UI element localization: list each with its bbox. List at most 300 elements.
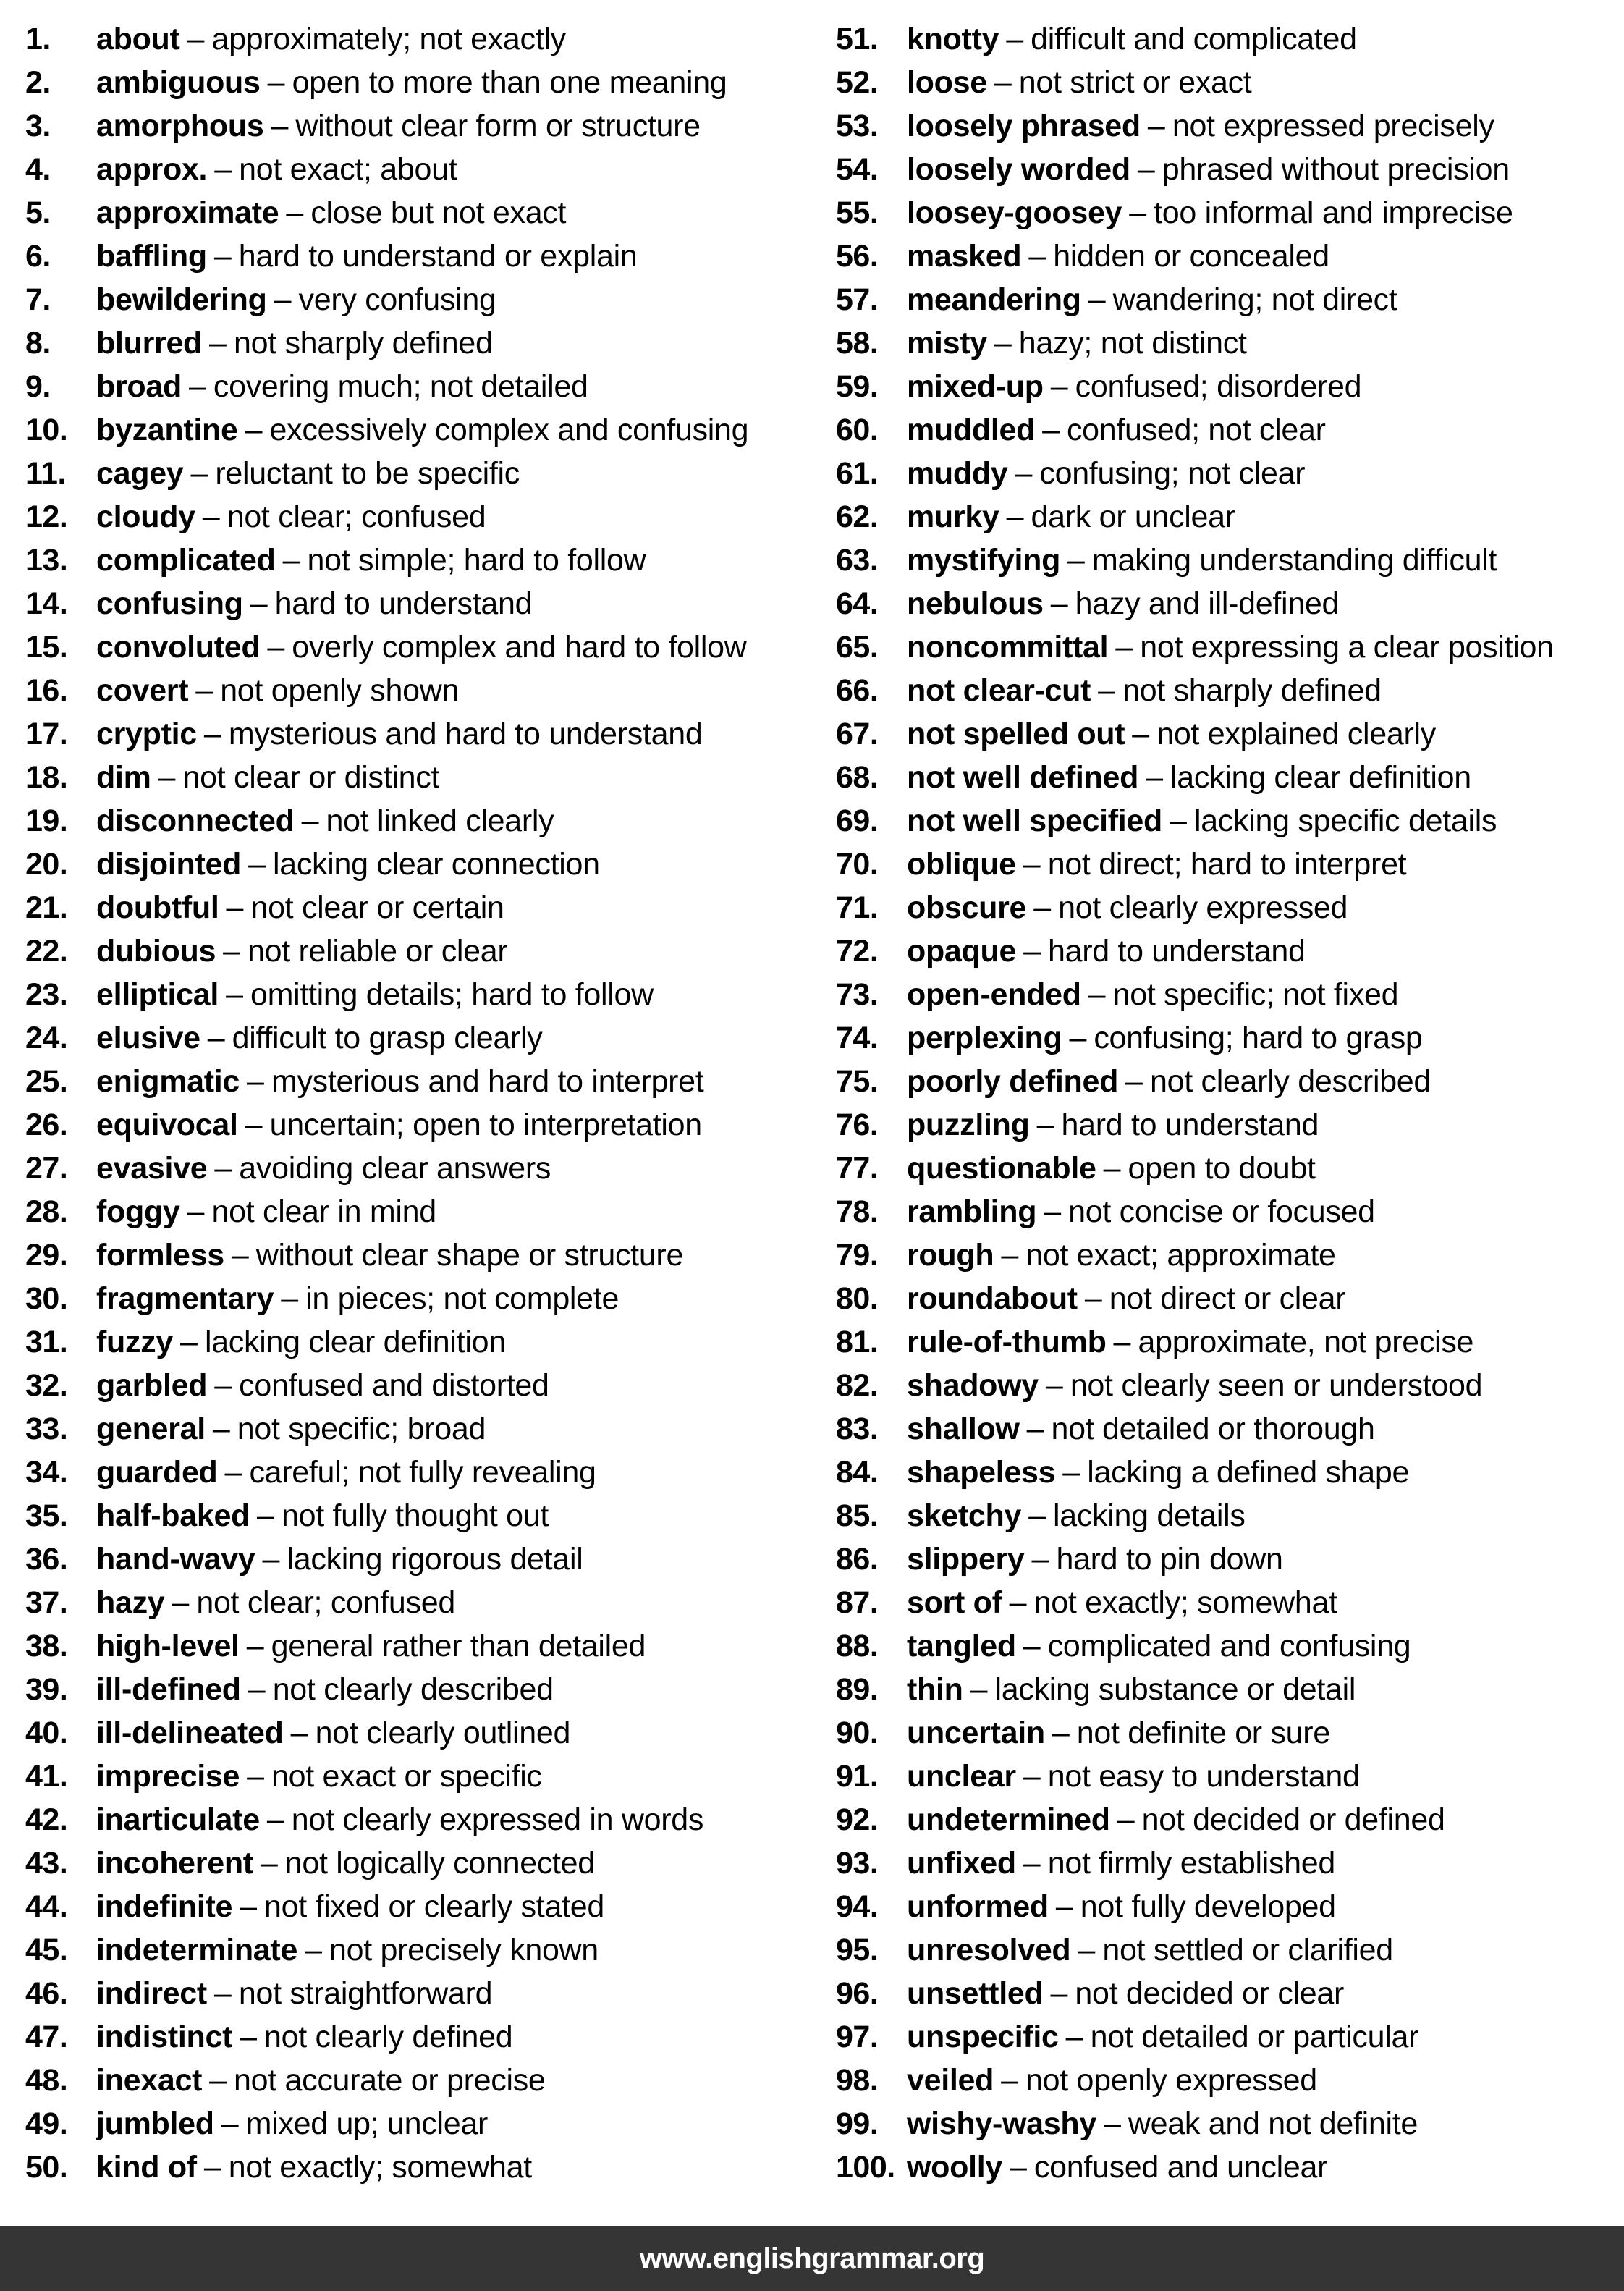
item-number: 16. bbox=[25, 673, 68, 708]
item-separator: – bbox=[190, 456, 208, 491]
item-term: loose bbox=[907, 65, 987, 100]
list-item bbox=[25, 2146, 807, 2189]
item-definition: not reliable or clear bbox=[248, 934, 508, 969]
item-separator: – bbox=[1023, 1629, 1041, 1663]
item-number: 84. bbox=[836, 1455, 879, 1490]
item-separator: – bbox=[301, 803, 319, 838]
item-term: uncertain bbox=[907, 1716, 1045, 1750]
item-separator: – bbox=[209, 326, 227, 360]
item-number: 9. bbox=[25, 369, 51, 404]
item-term: questionable bbox=[907, 1151, 1096, 1186]
item-separator: – bbox=[1098, 673, 1116, 708]
list-item bbox=[25, 1233, 807, 1277]
list-item bbox=[836, 2015, 1624, 2059]
item-separator: – bbox=[274, 282, 292, 317]
list-item bbox=[836, 1060, 1624, 1103]
item-separator: – bbox=[1001, 2063, 1019, 2098]
list-item bbox=[836, 1841, 1624, 1885]
item-definition: not openly expressed bbox=[1025, 2063, 1317, 2098]
item-definition: hard to pin down bbox=[1056, 1542, 1283, 1577]
list-item bbox=[836, 756, 1624, 799]
item-term: thin bbox=[907, 1672, 963, 1707]
item-definition: hard to understand or explain bbox=[238, 239, 638, 274]
item-separator: – bbox=[1129, 195, 1147, 230]
item-term: poorly defined bbox=[907, 1064, 1119, 1099]
item-term: fragmentary bbox=[96, 1281, 274, 1316]
list-item bbox=[25, 886, 807, 929]
item-number: 72. bbox=[836, 934, 879, 969]
item-separator: – bbox=[267, 630, 285, 664]
item-separator: – bbox=[1010, 2150, 1027, 2185]
item-term: shapeless bbox=[907, 1455, 1056, 1490]
list-item bbox=[25, 1320, 807, 1364]
item-term: not spelled out bbox=[907, 717, 1125, 751]
item-number: 2. bbox=[25, 65, 51, 100]
item-definition: not firmly established bbox=[1047, 1846, 1336, 1881]
item-definition: not clearly outlined bbox=[315, 1716, 571, 1750]
item-definition: too informal and imprecise bbox=[1154, 195, 1513, 230]
item-term: about bbox=[96, 22, 180, 56]
list-item bbox=[836, 452, 1624, 495]
item-separator: – bbox=[1117, 1802, 1135, 1837]
item-term: doubtful bbox=[96, 890, 219, 925]
item-definition: not detailed or thorough bbox=[1051, 1412, 1375, 1446]
item-definition: not openly shown bbox=[220, 673, 460, 708]
item-separator: – bbox=[1006, 22, 1024, 56]
item-definition: not clear or certain bbox=[250, 890, 504, 925]
item-definition: not clearly expressed in words bbox=[291, 1802, 704, 1837]
item-term: muddy bbox=[907, 456, 1008, 491]
item-term: not well defined bbox=[907, 760, 1139, 795]
list-item bbox=[25, 1841, 807, 1885]
item-separator: – bbox=[180, 1325, 198, 1359]
item-definition: not expressing a clear position bbox=[1140, 630, 1554, 664]
item-separator: – bbox=[1062, 1455, 1080, 1490]
list-item bbox=[836, 625, 1624, 669]
item-number: 46. bbox=[25, 1976, 68, 2011]
item-number: 60. bbox=[836, 413, 879, 447]
item-separator: – bbox=[290, 1716, 308, 1750]
item-separator: – bbox=[1023, 1759, 1041, 1794]
list-item bbox=[25, 1016, 807, 1060]
item-term: woolly bbox=[907, 2150, 1002, 2185]
item-number: 61. bbox=[836, 456, 879, 491]
item-separator: – bbox=[1115, 630, 1133, 664]
item-definition: mixed up; unclear bbox=[245, 2106, 488, 2141]
item-definition: not easy to understand bbox=[1047, 1759, 1360, 1794]
item-term: confusing bbox=[96, 586, 243, 621]
item-term: indistinct bbox=[96, 2020, 233, 2054]
item-separator: – bbox=[1069, 1021, 1087, 1055]
item-term: unclear bbox=[907, 1759, 1016, 1794]
item-term: broad bbox=[96, 369, 182, 404]
list-item bbox=[836, 1016, 1624, 1060]
item-separator: – bbox=[271, 109, 289, 143]
item-separator: – bbox=[1125, 1064, 1143, 1099]
item-number: 48. bbox=[25, 2063, 68, 2098]
item-separator: – bbox=[1031, 1542, 1049, 1577]
item-definition: very confusing bbox=[298, 282, 496, 317]
item-definition: not simple; hard to follow bbox=[307, 543, 646, 578]
item-number: 91. bbox=[836, 1759, 879, 1794]
item-separator: – bbox=[203, 2150, 221, 2185]
item-separator: – bbox=[247, 1064, 264, 1099]
item-definition: not exact; approximate bbox=[1025, 1238, 1336, 1273]
item-number: 29. bbox=[25, 1238, 68, 1273]
item-definition: not clear; confused bbox=[196, 1585, 455, 1620]
item-number: 5. bbox=[25, 195, 51, 230]
item-number: 20. bbox=[25, 847, 68, 882]
item-separator: – bbox=[1132, 717, 1150, 751]
item-term: undetermined bbox=[907, 1802, 1110, 1837]
item-term: formless bbox=[96, 1238, 224, 1273]
item-number: 78. bbox=[836, 1194, 879, 1229]
item-separator: – bbox=[266, 1802, 284, 1837]
item-definition: open to more than one meaning bbox=[292, 65, 727, 100]
list-item bbox=[25, 756, 807, 799]
list-item bbox=[836, 1320, 1624, 1364]
item-term: hand-wavy bbox=[96, 1542, 255, 1577]
item-number: 40. bbox=[25, 1716, 68, 1750]
list-item bbox=[25, 929, 807, 973]
item-number: 58. bbox=[836, 326, 879, 360]
item-term: tangled bbox=[907, 1629, 1016, 1663]
list-item bbox=[25, 1624, 807, 1668]
item-term: not well specified bbox=[907, 803, 1163, 838]
item-definition: weak and not definite bbox=[1128, 2106, 1418, 2141]
item-term: high-level bbox=[96, 1629, 240, 1663]
item-term: kind of bbox=[96, 2150, 197, 2185]
item-term: fuzzy bbox=[96, 1325, 174, 1359]
item-term: indirect bbox=[96, 1976, 207, 2011]
item-definition: not decided or defined bbox=[1141, 1802, 1445, 1837]
item-number: 98. bbox=[836, 2063, 879, 2098]
list-item bbox=[25, 1103, 807, 1147]
item-definition: not linked clearly bbox=[326, 803, 554, 838]
item-definition: not clear; confused bbox=[227, 499, 486, 534]
list-item bbox=[25, 1581, 807, 1624]
item-number: 25. bbox=[25, 1064, 68, 1099]
list-item bbox=[836, 1668, 1624, 1711]
item-number: 18. bbox=[25, 760, 68, 795]
item-separator: – bbox=[305, 1933, 322, 1967]
list-item bbox=[25, 669, 807, 712]
list-item bbox=[25, 452, 807, 495]
item-number: 85. bbox=[836, 1498, 879, 1533]
item-number: 32. bbox=[25, 1368, 68, 1403]
item-definition: excessively complex and confusing bbox=[269, 413, 749, 447]
item-definition: not straightforward bbox=[238, 1976, 493, 2011]
item-separator: – bbox=[1001, 1238, 1019, 1273]
item-term: incoherent bbox=[96, 1846, 253, 1881]
item-term: rule-of-thumb bbox=[907, 1325, 1107, 1359]
item-term: ill-defined bbox=[96, 1672, 241, 1707]
item-number: 51. bbox=[836, 22, 879, 56]
item-definition: not expressed precisely bbox=[1172, 109, 1494, 143]
item-separator: – bbox=[245, 413, 263, 447]
item-definition: not sharply defined bbox=[233, 326, 493, 360]
item-term: elusive bbox=[96, 1021, 200, 1055]
list-item bbox=[836, 191, 1624, 235]
item-term: enigmatic bbox=[96, 1064, 240, 1099]
item-separator: – bbox=[1028, 1498, 1046, 1533]
item-number: 57. bbox=[836, 282, 879, 317]
item-definition: lacking clear definition bbox=[1170, 760, 1471, 795]
item-definition: careful; not fully revealing bbox=[249, 1455, 596, 1490]
item-definition: not logically connected bbox=[284, 1846, 595, 1881]
list-item bbox=[25, 148, 807, 191]
item-definition: lacking rigorous detail bbox=[287, 1542, 583, 1577]
item-definition: approximately; not exactly bbox=[211, 22, 566, 56]
item-number: 75. bbox=[836, 1064, 879, 1099]
item-separator: – bbox=[1028, 239, 1046, 274]
item-term: murky bbox=[907, 499, 999, 534]
item-definition: not clearly defined bbox=[264, 2020, 513, 2054]
item-number: 80. bbox=[836, 1281, 879, 1316]
item-definition: without clear form or structure bbox=[295, 109, 701, 143]
item-number: 38. bbox=[25, 1629, 68, 1663]
item-definition: lacking specific details bbox=[1193, 803, 1497, 838]
item-separator: – bbox=[214, 1151, 232, 1186]
item-separator: – bbox=[213, 239, 232, 274]
item-number: 77. bbox=[836, 1151, 879, 1186]
item-separator: – bbox=[1023, 1846, 1041, 1881]
item-term: inexact bbox=[96, 2063, 203, 2098]
item-separator: – bbox=[1146, 760, 1164, 795]
item-number: 59. bbox=[836, 369, 879, 404]
item-separator: – bbox=[213, 1976, 232, 2011]
item-term: unfixed bbox=[907, 1846, 1016, 1881]
item-separator: – bbox=[248, 847, 266, 882]
item-term: garbled bbox=[96, 1368, 208, 1403]
list-item bbox=[25, 973, 807, 1016]
item-definition: not decided or clear bbox=[1075, 1976, 1345, 2011]
item-separator: – bbox=[158, 760, 176, 795]
item-separator: – bbox=[214, 152, 232, 187]
item-number: 42. bbox=[25, 1802, 68, 1837]
item-definition: lacking a defined shape bbox=[1087, 1455, 1410, 1490]
item-term: shallow bbox=[907, 1412, 1020, 1446]
list-item bbox=[836, 1885, 1624, 1928]
list-item bbox=[836, 1277, 1624, 1320]
item-term: slippery bbox=[907, 1542, 1025, 1577]
list-item bbox=[25, 843, 807, 886]
item-definition: hard to understand bbox=[274, 586, 533, 621]
item-term: muddled bbox=[907, 413, 1036, 447]
item-definition: phrased without precision bbox=[1162, 152, 1510, 187]
item-number: 56. bbox=[836, 239, 879, 274]
item-separator: – bbox=[1170, 803, 1187, 838]
item-separator: – bbox=[221, 2106, 239, 2141]
item-term: dubious bbox=[96, 934, 216, 969]
item-definition: hard to understand bbox=[1048, 934, 1306, 969]
item-separator: – bbox=[1055, 1889, 1073, 1924]
list-item bbox=[836, 408, 1624, 452]
item-term: covert bbox=[96, 673, 189, 708]
item-term: oblique bbox=[907, 847, 1016, 882]
item-number: 24. bbox=[25, 1021, 68, 1055]
item-separator: – bbox=[1023, 847, 1041, 882]
list-item bbox=[25, 2015, 807, 2059]
item-separator: – bbox=[231, 1238, 249, 1273]
footer-bar bbox=[0, 2226, 1624, 2291]
item-number: 27. bbox=[25, 1151, 68, 1186]
item-term: open-ended bbox=[907, 977, 1081, 1012]
item-number: 50. bbox=[25, 2150, 68, 2185]
item-term: loosely worded bbox=[907, 152, 1130, 187]
item-number: 26. bbox=[25, 1107, 68, 1142]
item-number: 3. bbox=[25, 109, 51, 143]
list-item bbox=[836, 886, 1624, 929]
item-number: 23. bbox=[25, 977, 68, 1012]
list-item bbox=[25, 2059, 807, 2102]
item-definition: without clear shape or structure bbox=[255, 1238, 684, 1273]
list-item bbox=[836, 321, 1624, 365]
list-item bbox=[25, 1928, 807, 1972]
item-definition: not concise or focused bbox=[1068, 1194, 1375, 1229]
item-separator: – bbox=[223, 934, 241, 969]
item-number: 39. bbox=[25, 1672, 68, 1707]
item-term: bewildering bbox=[96, 282, 267, 317]
item-definition: not exactly; somewhat bbox=[1033, 1585, 1337, 1620]
list-item bbox=[836, 1103, 1624, 1147]
item-definition: not definite or sure bbox=[1076, 1716, 1330, 1750]
item-definition: not detailed or particular bbox=[1090, 2020, 1419, 2054]
list-item bbox=[836, 1537, 1624, 1581]
item-number: 21. bbox=[25, 890, 68, 925]
list-item bbox=[836, 582, 1624, 625]
word-list-column-right bbox=[836, 17, 1624, 2189]
item-separator: – bbox=[248, 1672, 266, 1707]
list-item bbox=[25, 1451, 807, 1494]
item-definition: uncertain; open to interpretation bbox=[269, 1107, 702, 1142]
item-separator: – bbox=[209, 2063, 227, 2098]
item-term: disjointed bbox=[96, 847, 242, 882]
list-item bbox=[836, 843, 1624, 886]
item-separator: – bbox=[1036, 1107, 1054, 1142]
list-item bbox=[836, 148, 1624, 191]
item-number: 81. bbox=[836, 1325, 879, 1359]
item-term: misty bbox=[907, 326, 987, 360]
item-definition: not exact; about bbox=[239, 152, 457, 187]
item-number: 65. bbox=[836, 630, 879, 664]
item-term: cagey bbox=[96, 456, 184, 491]
item-definition: not settled or clarified bbox=[1102, 1933, 1393, 1967]
item-term: not clear-cut bbox=[907, 673, 1091, 708]
list-item bbox=[25, 625, 807, 669]
item-term: convoluted bbox=[96, 630, 261, 664]
item-term: sort of bbox=[907, 1585, 1002, 1620]
item-term: rambling bbox=[907, 1194, 1037, 1229]
item-number: 8. bbox=[25, 326, 51, 360]
item-definition: not specific; broad bbox=[237, 1412, 486, 1446]
item-definition: not clearly described bbox=[1149, 1064, 1431, 1099]
item-definition: not accurate or precise bbox=[234, 2063, 546, 2098]
list-item bbox=[25, 1277, 807, 1320]
item-term: half-baked bbox=[96, 1498, 250, 1533]
list-item bbox=[25, 1798, 807, 1841]
list-item bbox=[25, 1494, 807, 1537]
list-item bbox=[25, 104, 807, 148]
item-separator: – bbox=[240, 2020, 258, 2054]
item-number: 17. bbox=[25, 717, 68, 751]
item-number: 92. bbox=[836, 1802, 879, 1837]
list-item bbox=[836, 2102, 1624, 2146]
item-term: baffling bbox=[96, 239, 207, 274]
item-separator: – bbox=[202, 499, 220, 534]
item-separator: – bbox=[246, 1629, 264, 1663]
item-number: 100. bbox=[836, 2150, 895, 2185]
item-separator: – bbox=[1050, 586, 1068, 621]
item-definition: lacking clear connection bbox=[272, 847, 600, 882]
word-list bbox=[0, 17, 1624, 2211]
item-separator: – bbox=[250, 586, 268, 621]
item-definition: omitting details; hard to follow bbox=[250, 977, 654, 1012]
item-term: general bbox=[96, 1412, 206, 1446]
item-term: unresolved bbox=[907, 1933, 1071, 1967]
item-term: cloudy bbox=[96, 499, 195, 534]
item-term: masked bbox=[907, 239, 1022, 274]
item-number: 41. bbox=[25, 1759, 68, 1794]
item-separator: – bbox=[1015, 456, 1033, 491]
item-definition: not sharply defined bbox=[1122, 673, 1382, 708]
item-number: 68. bbox=[836, 760, 879, 795]
list-item bbox=[836, 104, 1624, 148]
item-number: 71. bbox=[836, 890, 879, 925]
item-definition: approximate, not precise bbox=[1138, 1325, 1474, 1359]
item-separator: – bbox=[1103, 1151, 1121, 1186]
list-item bbox=[25, 1190, 807, 1233]
item-definition: confusing; not clear bbox=[1039, 456, 1306, 491]
item-separator: – bbox=[1078, 1933, 1096, 1967]
item-definition: not clear in mind bbox=[211, 1194, 436, 1229]
item-separator: – bbox=[1088, 282, 1106, 317]
item-number: 44. bbox=[25, 1889, 68, 1924]
list-item bbox=[836, 1755, 1624, 1798]
item-number: 64. bbox=[836, 586, 879, 621]
item-term: noncommittal bbox=[907, 630, 1109, 664]
item-definition: making understanding difficult bbox=[1091, 543, 1497, 578]
list-item bbox=[836, 712, 1624, 756]
item-number: 52. bbox=[836, 65, 879, 100]
item-term: meandering bbox=[907, 282, 1081, 317]
list-item bbox=[25, 278, 807, 321]
item-term: guarded bbox=[96, 1455, 218, 1490]
list-item bbox=[836, 2059, 1624, 2102]
item-definition: not fixed or clearly stated bbox=[264, 1889, 604, 1924]
list-item bbox=[836, 1407, 1624, 1451]
item-number: 55. bbox=[836, 195, 879, 230]
item-number: 22. bbox=[25, 934, 68, 969]
item-number: 97. bbox=[836, 2020, 879, 2054]
item-separator: – bbox=[1009, 1585, 1027, 1620]
list-item bbox=[25, 235, 807, 278]
item-definition: wandering; not direct bbox=[1112, 282, 1397, 317]
item-definition: confused and distorted bbox=[239, 1368, 549, 1403]
item-number: 53. bbox=[836, 109, 879, 143]
item-term: veiled bbox=[907, 2063, 994, 2098]
item-term: shadowy bbox=[907, 1368, 1039, 1403]
item-separator: – bbox=[203, 717, 221, 751]
item-term: loosey-goosey bbox=[907, 195, 1122, 230]
item-number: 7. bbox=[25, 282, 51, 317]
list-item bbox=[836, 669, 1624, 712]
item-definition: confused and unclear bbox=[1033, 2150, 1328, 2185]
item-separator: – bbox=[1006, 499, 1024, 534]
list-item bbox=[836, 365, 1624, 408]
item-separator: – bbox=[257, 1498, 274, 1533]
item-number: 73. bbox=[836, 977, 879, 1012]
